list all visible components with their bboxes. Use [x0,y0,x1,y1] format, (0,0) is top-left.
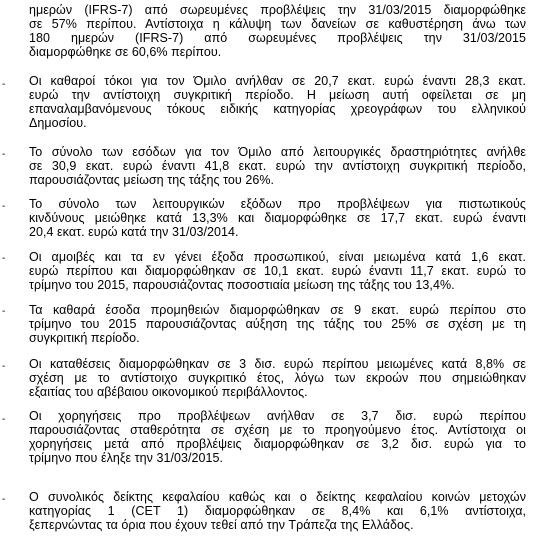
paragraph-4 [29,250,526,292]
paragraph-line: χορηγήσεις μετά από προβλέψεις διαμορφώθηκαν σε 3,2 δισ. ευρώ για το [29,437,526,451]
bullet-marker: - [2,494,6,505]
paragraph-line: διαμορφώθηκε σε 60,6% περίπου. [29,45,222,59]
paragraph-line: τρίμηνο του 2015, παρουσιάζοντας ποσοστιαία μείωση της τάξης του 13,4%. [29,278,455,292]
paragraph-line: συγκριτική περίοδο. [29,331,140,345]
paragraph-1 [29,74,526,130]
paragraph-line: Το σύνολο των λειτουργικών εξόδων προ προβλέψεων για πιστωτικούς [29,197,526,211]
paragraph-line: σχέση με το αντίστοιχο συγκριτικό έτος, λόγω των εκροών που σημειώθηκαν [29,371,526,385]
paragraph-3 [29,197,526,239]
paragraph-line: 20,4 εκατ. ευρώ κατά την 31/03/2014. [29,225,239,239]
bullet-marker: - [2,306,6,317]
paragraph-line: κατηγορίας 1 (CET 1) διαμορφώθηκαν σε 8,4% και 6,1% αντίστοιχα, [29,504,526,518]
paragraph-0 [29,3,526,59]
paragraph-line: Ο συνολικός δείκτης κεφαλαίου καθώς και ο δείκτης κεφαλαίου κοινών μετοχών [29,490,526,504]
paragraph-7 [29,409,526,465]
paragraph-line: επαναλαμβανόμενους τόκους ειδικής κατηγορίας χρεογράφων του ελληνικού [29,102,526,116]
paragraph-line: ημερών (IFRS-7) από σωρευμένες προβλέψεις την 31/03/2015 διαμορφώθηκε [29,3,526,17]
paragraph-line: παρουσιάζοντας μείωση της τάξης του 26%. [29,173,275,187]
bullet-marker: - [2,201,6,212]
paragraph-line: σε 57% περίπου. Αντίστοιχα η κάλυψη των δανείων σε καθυστέρηση άνω των [29,17,526,31]
paragraph-line: εξαιτίας του αβέβαιου οικονομικού περιβάλλοντος. [29,385,308,399]
paragraph-line: παρουσιάζοντας σταθερότητα σε σχέση με το προηγούμενο έτος. Αντίστοιχα οι [29,423,526,437]
paragraph-line: ευρώ περίπου και διαμορφώθηκαν σε 10,1 εκατ. ευρώ έναντι 11,7 εκατ. ευρώ το [29,264,526,278]
paragraph-line: Οι αμοιβές και τα εν γένει έξοδα προσωπικού, είναι μειωμένα κατά 1,6 εκατ. [29,250,526,264]
bullet-marker: - [2,414,6,425]
paragraph-line: Οι καταθέσεις διαμορφώθηκαν σε 3 δισ. ευρώ περίπου μειωμένες κατά 8,8% σε [29,357,526,371]
paragraph-line: σε 30,9 εκατ. ευρώ έναντι 41,8 εκατ. ευρώ την αντίστοιχη συγκριτική περίοδο, [29,159,526,173]
paragraph-line: ευρώ την αντίστοιχη συγκριτική περίοδο. Η μείωση αυτή οφείλεται σε μη [29,88,526,102]
paragraph-5 [29,303,526,345]
bullet-marker: - [2,149,6,160]
paragraph-line: Οι καθαροί τόκοι για τον Όμιλο ανήλθαν σε 20,7 εκατ. ευρώ έναντι 28,3 εκατ. [29,74,526,88]
bullet-marker: - [2,79,6,90]
paragraph-6 [29,357,526,399]
paragraph-8 [29,490,526,532]
paragraph-line: Δημοσίου. [29,116,87,130]
bullet-marker: - [2,361,6,372]
paragraph-2 [29,145,526,187]
paragraph-line: ξεπερνώντας τα όρια που έχουν τεθεί από την Τράπεζα της Ελλάδος. [29,518,414,532]
paragraph-line: 180 ημερών (IFRS-7) από σωρευμένες προβλέψεις την 31/03/2015 [29,31,526,45]
paragraph-line: Τα καθαρά έσοδα προμηθειών διαμορφώθηκαν σε 9 εκατ. ευρώ περίπου στο [29,303,526,317]
paragraph-line: κινδύνους μειώθηκε κατά 13,3% και διαμορφώθηκε σε 17,7 εκατ. ευρώ έναντι [29,211,526,225]
paragraph-line: τρίμηνο που έληξε την 31/03/2015. [29,451,224,465]
paragraph-line: Το σύνολο των εσόδων για τον Όμιλο από λειτουργικές δραστηριότητες ανήλθε [29,145,526,159]
bullet-marker: - [2,253,6,264]
paragraph-line: τρίμηνο του 2015 παρουσιάζοντας αύξηση της τάξης του 25% σε σχέση με τη [29,317,526,331]
paragraph-line: Οι χορηγήσεις προ προβλέψεων ανήλθαν σε 3,7 δισ. ευρώ περίπου [29,409,526,423]
